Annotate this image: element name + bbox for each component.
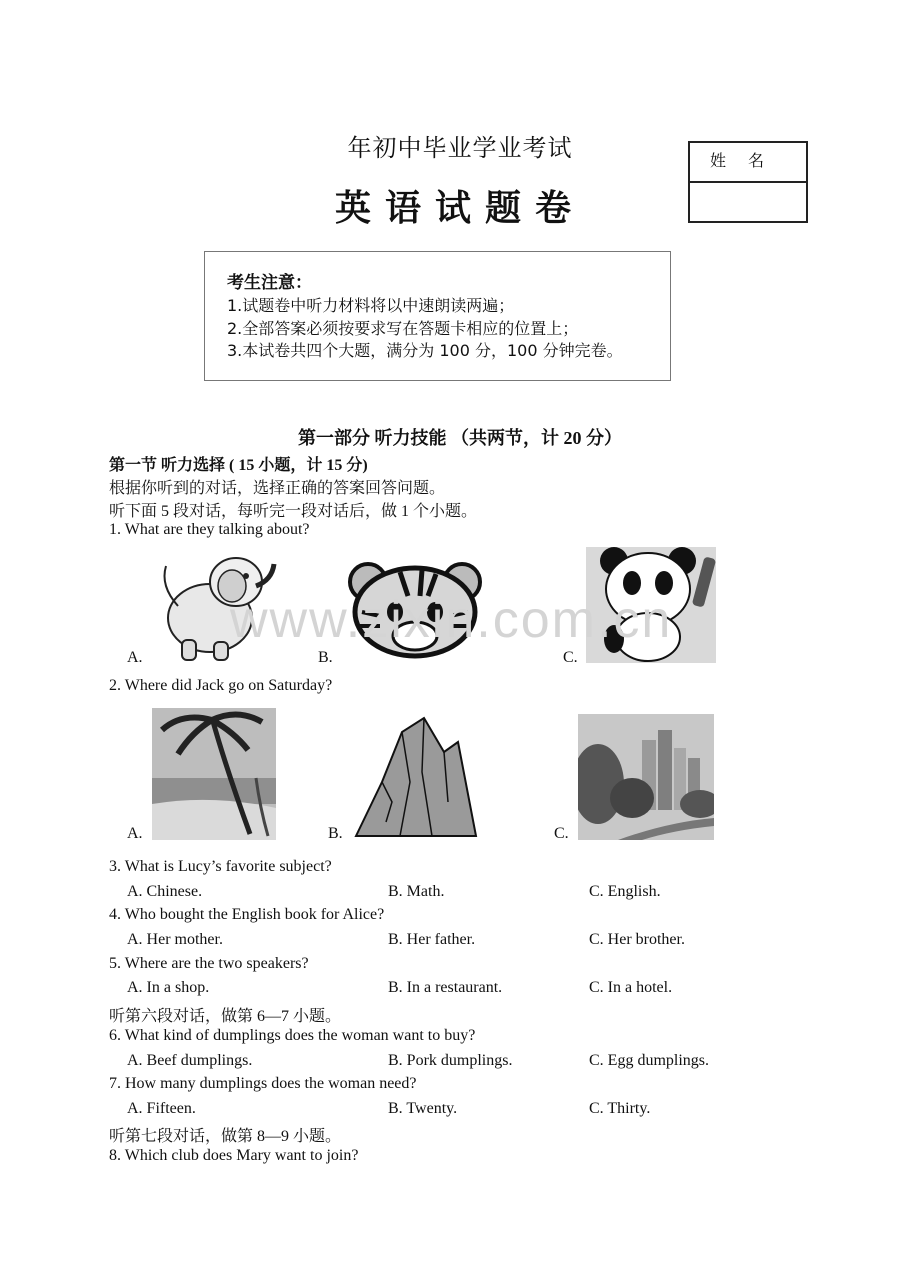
instruction: 听第七段对话，做第 8—9 小题。	[109, 1128, 342, 1145]
mountain-icon	[352, 712, 482, 840]
part-title: 第一部分 听力技能 （共两节，计 20 分）	[298, 428, 622, 448]
q1-option-b: B.	[318, 649, 333, 666]
notice-item: 3.本试卷共四个大题，满分为 100 分，100 分钟完卷。	[227, 341, 623, 360]
q3-option-a: A. Chinese.	[127, 883, 203, 900]
name-label: 姓名	[690, 143, 806, 183]
exam-subtitle: 英语试题卷	[334, 188, 585, 228]
q5-option-a: A. In a shop.	[127, 979, 210, 996]
q3-option-c: C. English.	[589, 883, 661, 900]
question-1: 1. What are they talking about?	[109, 521, 310, 538]
section-title: 第一节 听力选择 ( 15 小题，计 15 分)	[109, 457, 368, 474]
q2-option-b: B.	[328, 825, 343, 842]
q4-option-a: A. Her mother.	[127, 931, 223, 948]
q1-option-c: C.	[563, 649, 578, 666]
notice-item: 2.全部答案必须按要求写在答题卡相应的位置上；	[227, 319, 579, 338]
q7-option-c: C. Thirty.	[589, 1100, 651, 1117]
q6-option-b: B. Pork dumplings.	[388, 1052, 513, 1069]
beach-icon	[152, 708, 276, 840]
watermark: www.zixin.com.cn	[230, 591, 673, 649]
q2-option-a: A.	[127, 825, 143, 842]
city-icon	[578, 714, 714, 840]
q1-option-a: A.	[127, 649, 143, 666]
instruction: 根据你听到的对话，选择正确的答案回答问题。	[109, 480, 446, 497]
name-box	[688, 141, 808, 223]
notice-heading: 考生注意：	[227, 273, 312, 293]
q2-option-c: C.	[554, 825, 569, 842]
q5-option-b: B. In a restaurant.	[388, 979, 503, 996]
q5-option-c: C. In a hotel.	[589, 979, 673, 996]
notice-item: 1.试题卷中听力材料将以中速朗读两遍；	[227, 296, 515, 315]
q6-option-a: A. Beef dumplings.	[127, 1052, 253, 1069]
instruction: 听第六段对话，做第 6—7 小题。	[109, 1008, 342, 1025]
instruction: 听下面 5 段对话，每听完一段对话后，做 1 个小题。	[109, 503, 478, 520]
q6-option-c: C. Egg dumplings.	[589, 1052, 710, 1069]
question-7: 7. How many dumplings does the woman need?	[109, 1075, 417, 1092]
question-4: 4. Who bought the English book for Alice?	[109, 906, 385, 923]
question-8: 8. Which club does Mary want to join?	[109, 1147, 359, 1164]
q7-option-b: B. Twenty.	[388, 1100, 458, 1117]
q7-option-a: A. Fifteen.	[127, 1100, 196, 1117]
q4-option-b: B. Her father.	[388, 931, 476, 948]
question-6: 6. What kind of dumplings does the woman want to buy?	[109, 1027, 476, 1044]
question-3: 3. What is Lucy’s favorite subject?	[109, 858, 332, 875]
question-5: 5. Where are the two speakers?	[109, 955, 309, 972]
question-2: 2. Where did Jack go on Saturday?	[109, 677, 333, 694]
exam-title: 年初中毕业学业考试	[347, 136, 573, 162]
q4-option-c: C. Her brother.	[589, 931, 685, 948]
notice-box	[204, 251, 671, 381]
q3-option-b: B. Math.	[388, 883, 445, 900]
